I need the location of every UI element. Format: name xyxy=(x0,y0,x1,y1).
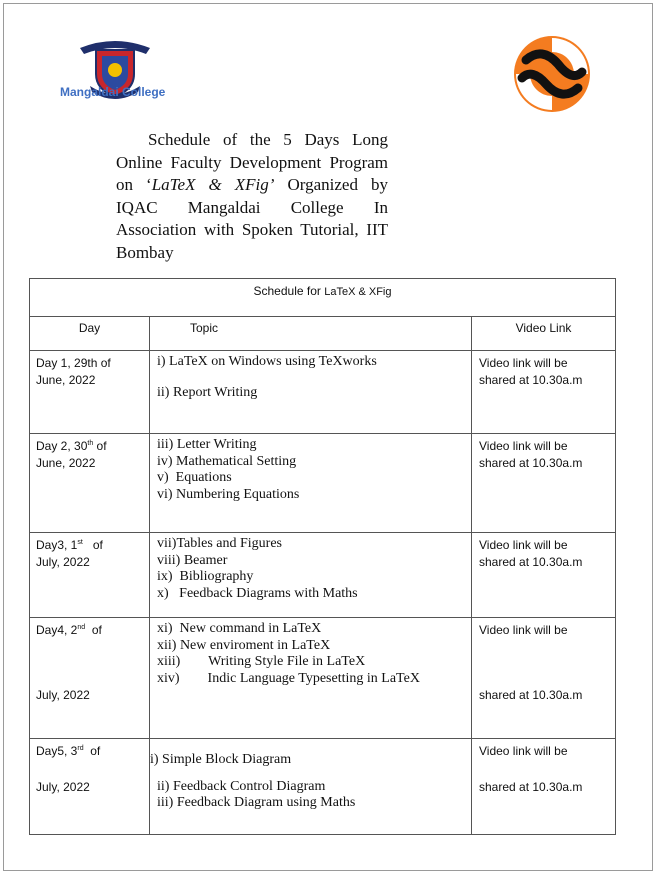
topic-item: xi) New command in LaTeX xyxy=(157,621,322,636)
day-ordinal: nd xyxy=(77,624,86,631)
video-link-text: Video link will be xyxy=(479,623,568,637)
schedule-table xyxy=(29,278,616,835)
title-line: Schedule of the 5 Days Long xyxy=(148,130,388,149)
day-cell xyxy=(30,533,150,618)
title-line xyxy=(116,174,388,197)
day-text: Day 2, 30 xyxy=(36,439,88,453)
title-line: Bombay xyxy=(116,242,174,262)
topic-item: ix) Bibliography xyxy=(157,569,254,584)
day-text: Day3, 1 xyxy=(36,538,78,552)
topic-item: ii) Report Writing xyxy=(157,384,258,400)
topic-item: iii) Letter Writing xyxy=(157,437,257,452)
day-text: of xyxy=(82,538,103,552)
table-caption xyxy=(30,279,616,317)
video-link-cell xyxy=(472,533,616,618)
topic-item: xiii) Writing Style File in LaTeX xyxy=(157,654,366,669)
title-italic-text: LaTeX & XFig’ xyxy=(151,175,275,194)
video-link-text: shared at 10.30a.m xyxy=(479,780,583,794)
table-caption-row xyxy=(30,279,616,317)
topic-item: vii)Tables and Figures xyxy=(157,536,282,551)
topic-item: iii) Feedback Diagram using Maths xyxy=(157,795,356,810)
video-link-cell xyxy=(472,434,616,533)
topic-item: vi) Numbering Equations xyxy=(157,486,300,502)
title-text: Organized by xyxy=(274,175,388,194)
header-day: Day xyxy=(30,317,150,351)
day-text: of xyxy=(93,439,107,453)
day-label xyxy=(36,743,149,760)
topic-item: xii) New enviroment in LaTeX xyxy=(157,637,331,653)
header-video-link: Video Link xyxy=(472,317,616,351)
day-ordinal: st xyxy=(77,539,83,546)
video-link-text: shared at 10.30a.m xyxy=(479,555,583,569)
video-link-text: Video link will be xyxy=(479,356,568,370)
video-link-text: shared at 10.30a.m xyxy=(479,373,583,387)
title-line: IQAC Mangaldai College In xyxy=(116,197,388,217)
video-link-text: Video link will be xyxy=(479,744,568,758)
topic-cell xyxy=(150,434,472,533)
topic-item: iv) Mathematical Setting xyxy=(157,453,297,469)
topic-cell xyxy=(150,533,472,618)
day-label xyxy=(36,438,149,455)
college-name: Mangaldai College xyxy=(60,85,166,99)
video-link-text: shared at 10.30a.m xyxy=(479,456,583,470)
day-ordinal: th xyxy=(87,440,94,447)
day-ordinal: rd xyxy=(77,745,84,752)
day-date: June, 2022 xyxy=(36,373,96,387)
header-topic: Topic xyxy=(150,317,472,351)
day-date: July, 2022 xyxy=(36,688,90,702)
video-link-cell xyxy=(472,351,616,434)
caption-text: LaTeX & XFig xyxy=(324,286,392,298)
caption-text: Schedule for xyxy=(253,284,325,298)
day-cell xyxy=(30,618,150,739)
video-link-text: Video link will be xyxy=(479,439,568,453)
video-link-text: Video link will be xyxy=(479,538,568,552)
day-label xyxy=(36,622,149,639)
topic-item: x) Feedback Diagrams with Maths xyxy=(157,585,358,601)
day-text: of xyxy=(83,744,101,758)
table-header-row xyxy=(30,317,616,351)
topic-cell xyxy=(150,351,472,434)
day-cell xyxy=(30,351,150,434)
topic-item: v) Equations xyxy=(157,470,232,485)
day-date: July, 2022 xyxy=(36,780,90,794)
topic-cell xyxy=(150,618,472,739)
document-title xyxy=(116,129,388,264)
table-row xyxy=(30,533,616,618)
topic-item: ii) Feedback Control Diagram xyxy=(157,778,326,794)
spoken-tutorial-logo-icon xyxy=(512,34,592,114)
day-label xyxy=(36,537,149,554)
day-text: Day5, 3 xyxy=(36,744,78,758)
day-date: July, 2022 xyxy=(36,555,90,569)
day-date: June, 2022 xyxy=(36,456,96,470)
topic-item: xiv) Indic Language Typesetting in LaTeX xyxy=(157,670,420,686)
table-row xyxy=(30,434,616,533)
day-cell xyxy=(30,739,150,835)
video-link-text: shared at 10.30a.m xyxy=(479,688,583,702)
day-text: of xyxy=(85,623,102,637)
topic-item: i) LaTeX on Windows using TeXworks xyxy=(157,354,377,369)
video-link-cell xyxy=(472,739,616,835)
video-link-cell xyxy=(472,618,616,739)
day-label: Day 1, 29th of xyxy=(36,356,111,370)
day-text: Day4, 2 xyxy=(36,623,78,637)
title-text: on ‘ xyxy=(116,175,152,194)
topic-cell xyxy=(150,739,472,835)
table-row xyxy=(30,618,616,739)
day-cell xyxy=(30,434,150,533)
title-line: Online Faculty Development Program xyxy=(116,152,388,172)
table-row xyxy=(30,351,616,434)
table-row xyxy=(30,739,616,835)
topic-item: i) Simple Block Diagram xyxy=(150,752,292,767)
topic-item: viii) Beamer xyxy=(157,552,228,568)
title-line: Association with Spoken Tutorial, IIT xyxy=(116,220,388,239)
